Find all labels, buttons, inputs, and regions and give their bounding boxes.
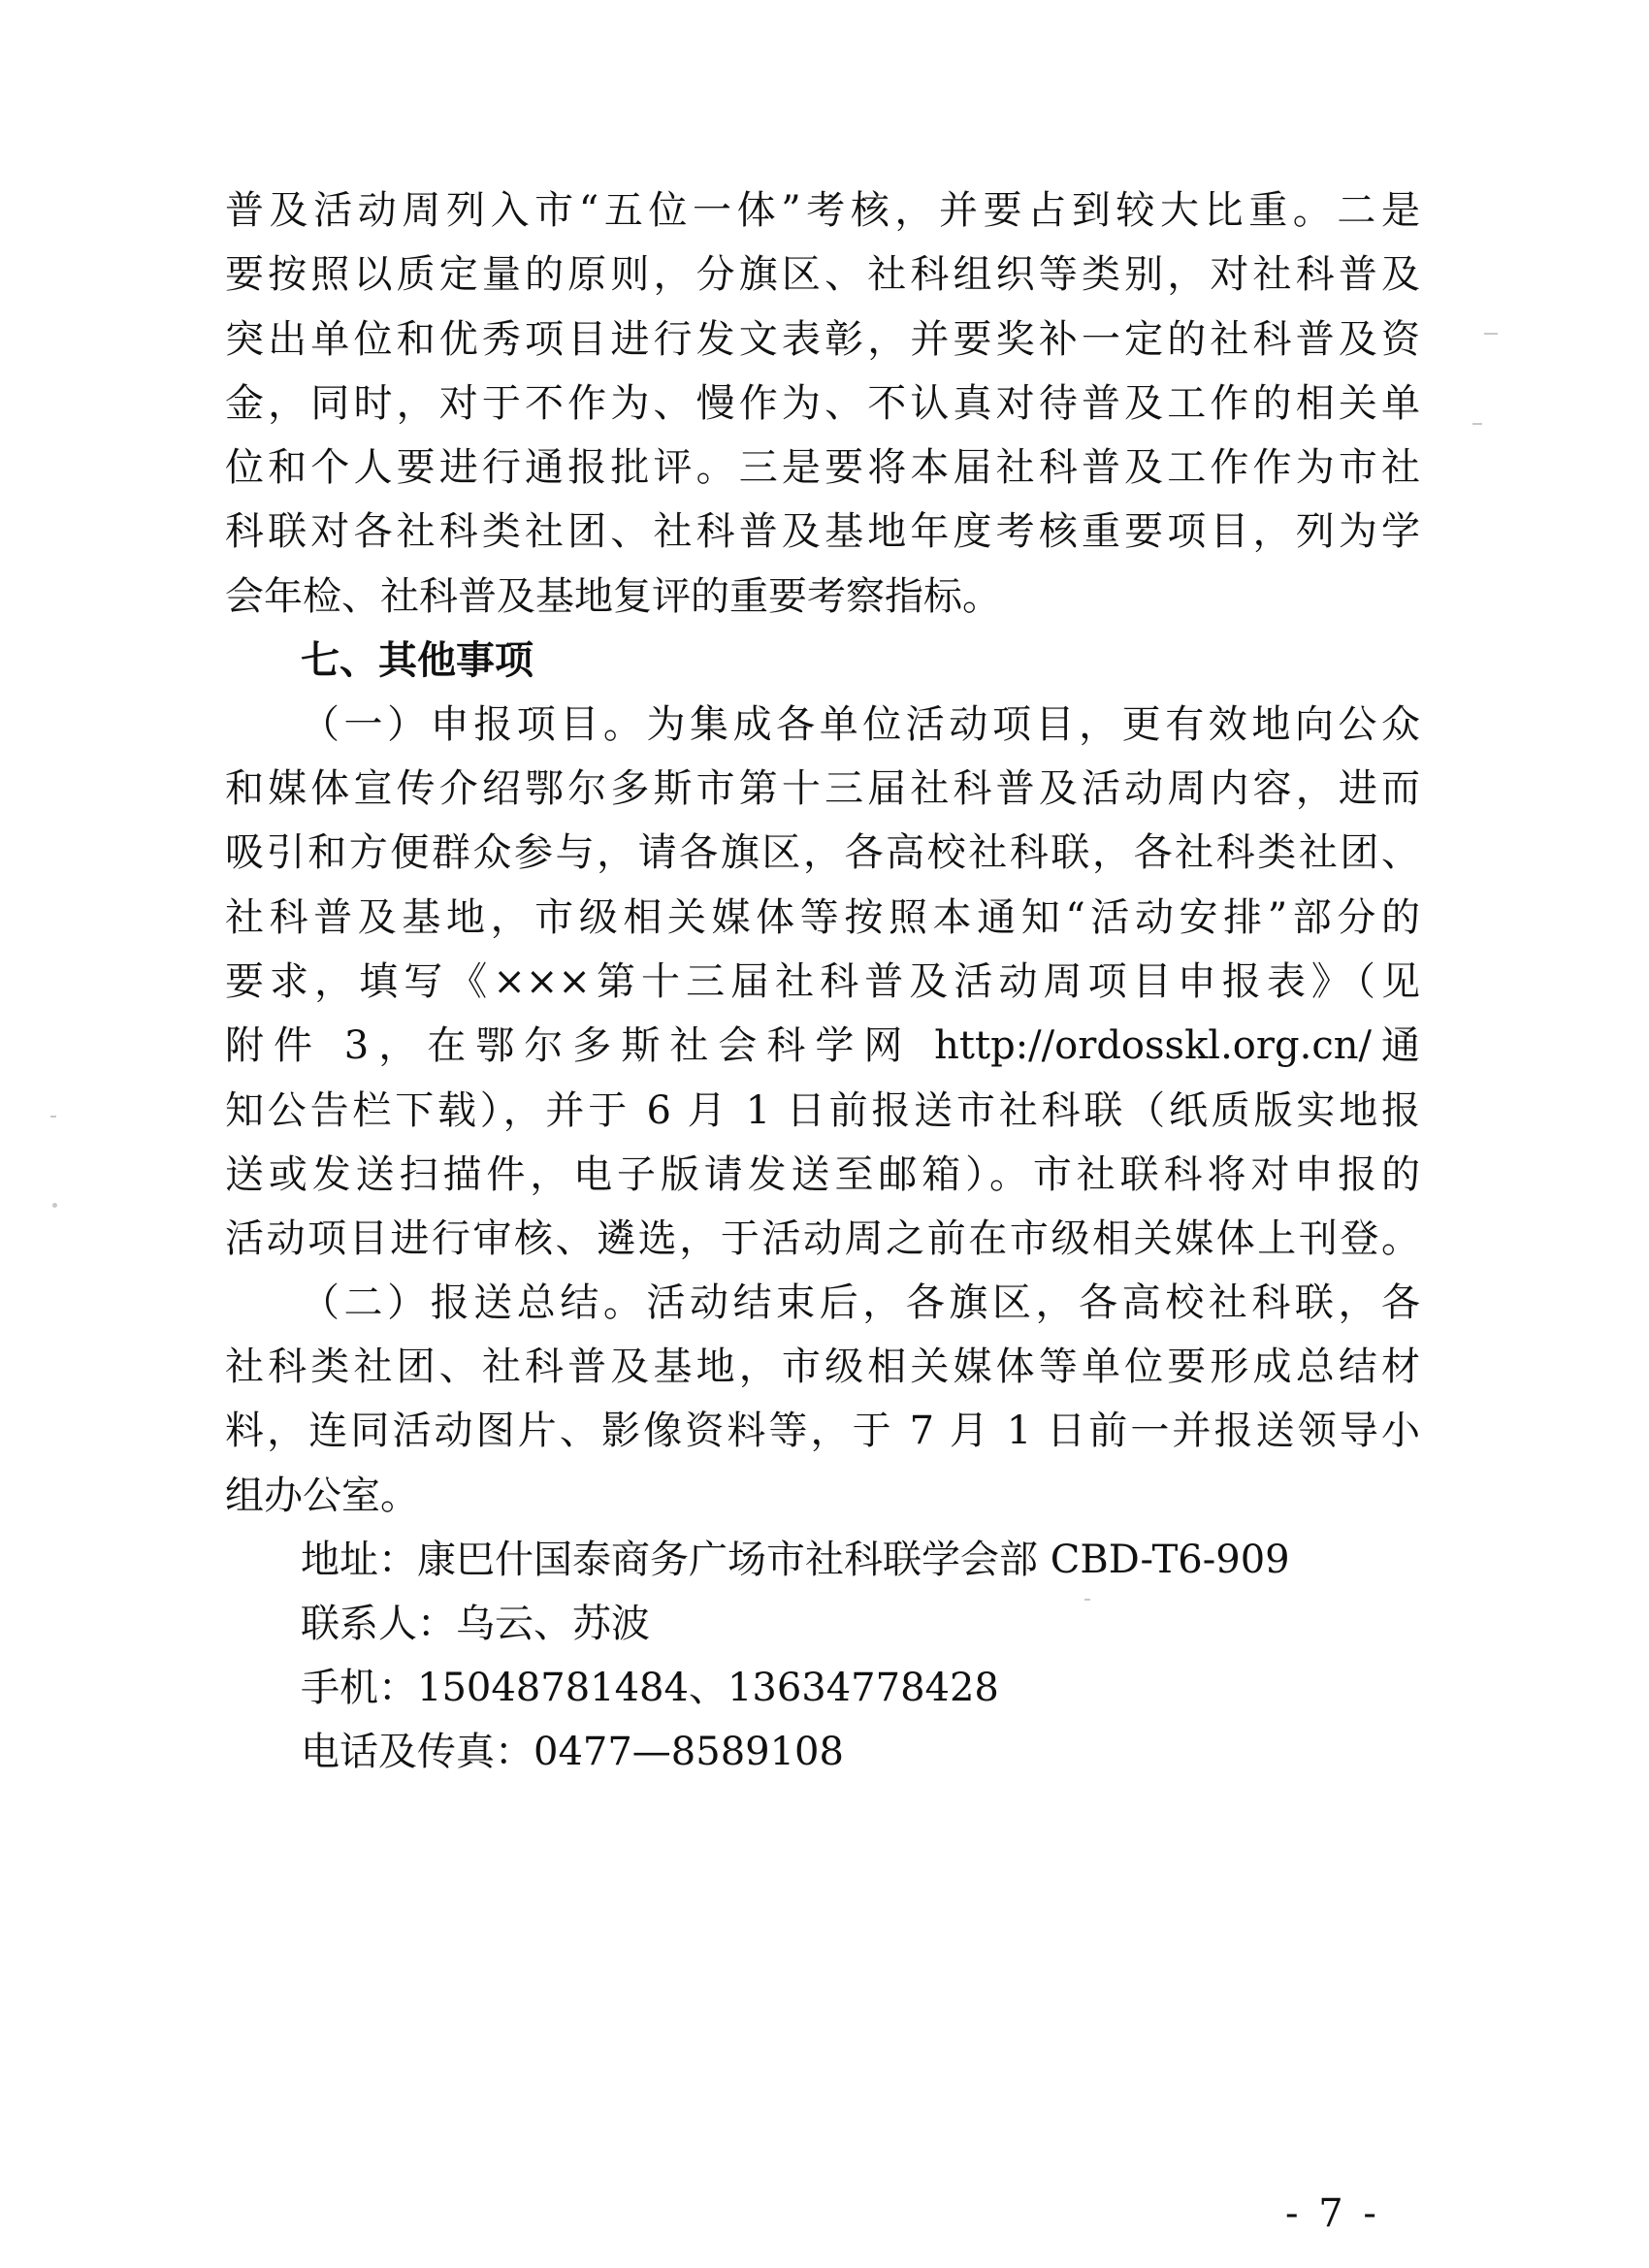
- paragraph-line: 会年检、社科普及基地复评的重要考察指标。: [225, 574, 1001, 619]
- paragraph-line: 附件 3，在鄂尔多斯社会科学网 http://ordosskl.org.cn/通: [225, 1023, 1420, 1068]
- paragraph-line: 吸引和方便群众参与，请各旗区，各高校社科联，各社科类社团、: [225, 830, 1420, 875]
- paragraph-line: 和媒体宣传介绍鄂尔多斯市第十三届社科普及活动周内容，进而: [225, 766, 1420, 811]
- paragraph-line: 要求，填写《×××第十三届社科普及活动周项目申报表》（见: [225, 959, 1420, 1004]
- paragraph-line: 社科普及基地，市级相关媒体等按照本通知“活动安排”部分的: [225, 895, 1420, 940]
- paragraph-line: （二）报送总结。活动结束后，各旗区，各高校社科联，各: [301, 1280, 1420, 1325]
- scan-speck: [52, 1203, 57, 1208]
- page-number: - 7 -: [1285, 2191, 1380, 2236]
- paragraph-line: 社科类社团、社科普及基地，市级相关媒体等单位要形成总结材: [225, 1345, 1420, 1389]
- contact-mobile: 手机：15048781484、13634778428: [301, 1666, 999, 1710]
- paragraph-line: 普及活动周列入市“五位一体”考核，并要占到较大比重。二是: [225, 188, 1420, 233]
- scan-speck: [50, 1116, 56, 1118]
- contact-address: 地址：康巴什国泰商务广场市社科联学会部 CBD-T6-909: [301, 1538, 1290, 1582]
- paragraph-line: 活动项目进行审核、遴选，于活动周之前在市级相关媒体上刊登。: [225, 1216, 1420, 1261]
- scan-speck: [1484, 333, 1498, 335]
- scan-speck: [1084, 1599, 1090, 1601]
- paragraph-line: 料，连同活动图片、影像资料等，于 7 月 1 日前一并报送领导小: [225, 1409, 1420, 1453]
- paragraph-line: 送或发送扫描件，电子版请发送至邮箱）。市社联科将对申报的: [225, 1152, 1420, 1197]
- paragraph-line: （一）申报项目。为集成各单位活动项目，更有效地向公众: [301, 702, 1420, 747]
- section-heading: 七、其他事项: [301, 637, 534, 683]
- paragraph-line: 突出单位和优秀项目进行发文表彰，并要奖补一定的社科普及资: [225, 317, 1420, 362]
- contact-phone-fax: 电话及传真：0477—8589108: [301, 1730, 844, 1774]
- paragraph-line: 知公告栏下载），并于 6 月 1 日前报送市社科联（纸质版实地报: [225, 1088, 1420, 1133]
- scan-speck: [1472, 423, 1482, 425]
- contact-person: 联系人：乌云、苏波: [301, 1602, 650, 1646]
- paragraph-line: 位和个人要进行通报批评。三是要将本届社科普及工作作为市社: [225, 445, 1420, 490]
- paragraph-line: 金，同时，对于不作为、慢作为、不认真对待普及工作的相关单: [225, 381, 1420, 426]
- paragraph-line: 要按照以质定量的原则，分旗区、社科组织等类别，对社科普及: [225, 252, 1420, 297]
- paragraph-line: 科联对各社科类社团、社科普及基地年度考核重要项目，列为学: [225, 509, 1420, 554]
- paragraph-line: 组办公室。: [225, 1474, 419, 1518]
